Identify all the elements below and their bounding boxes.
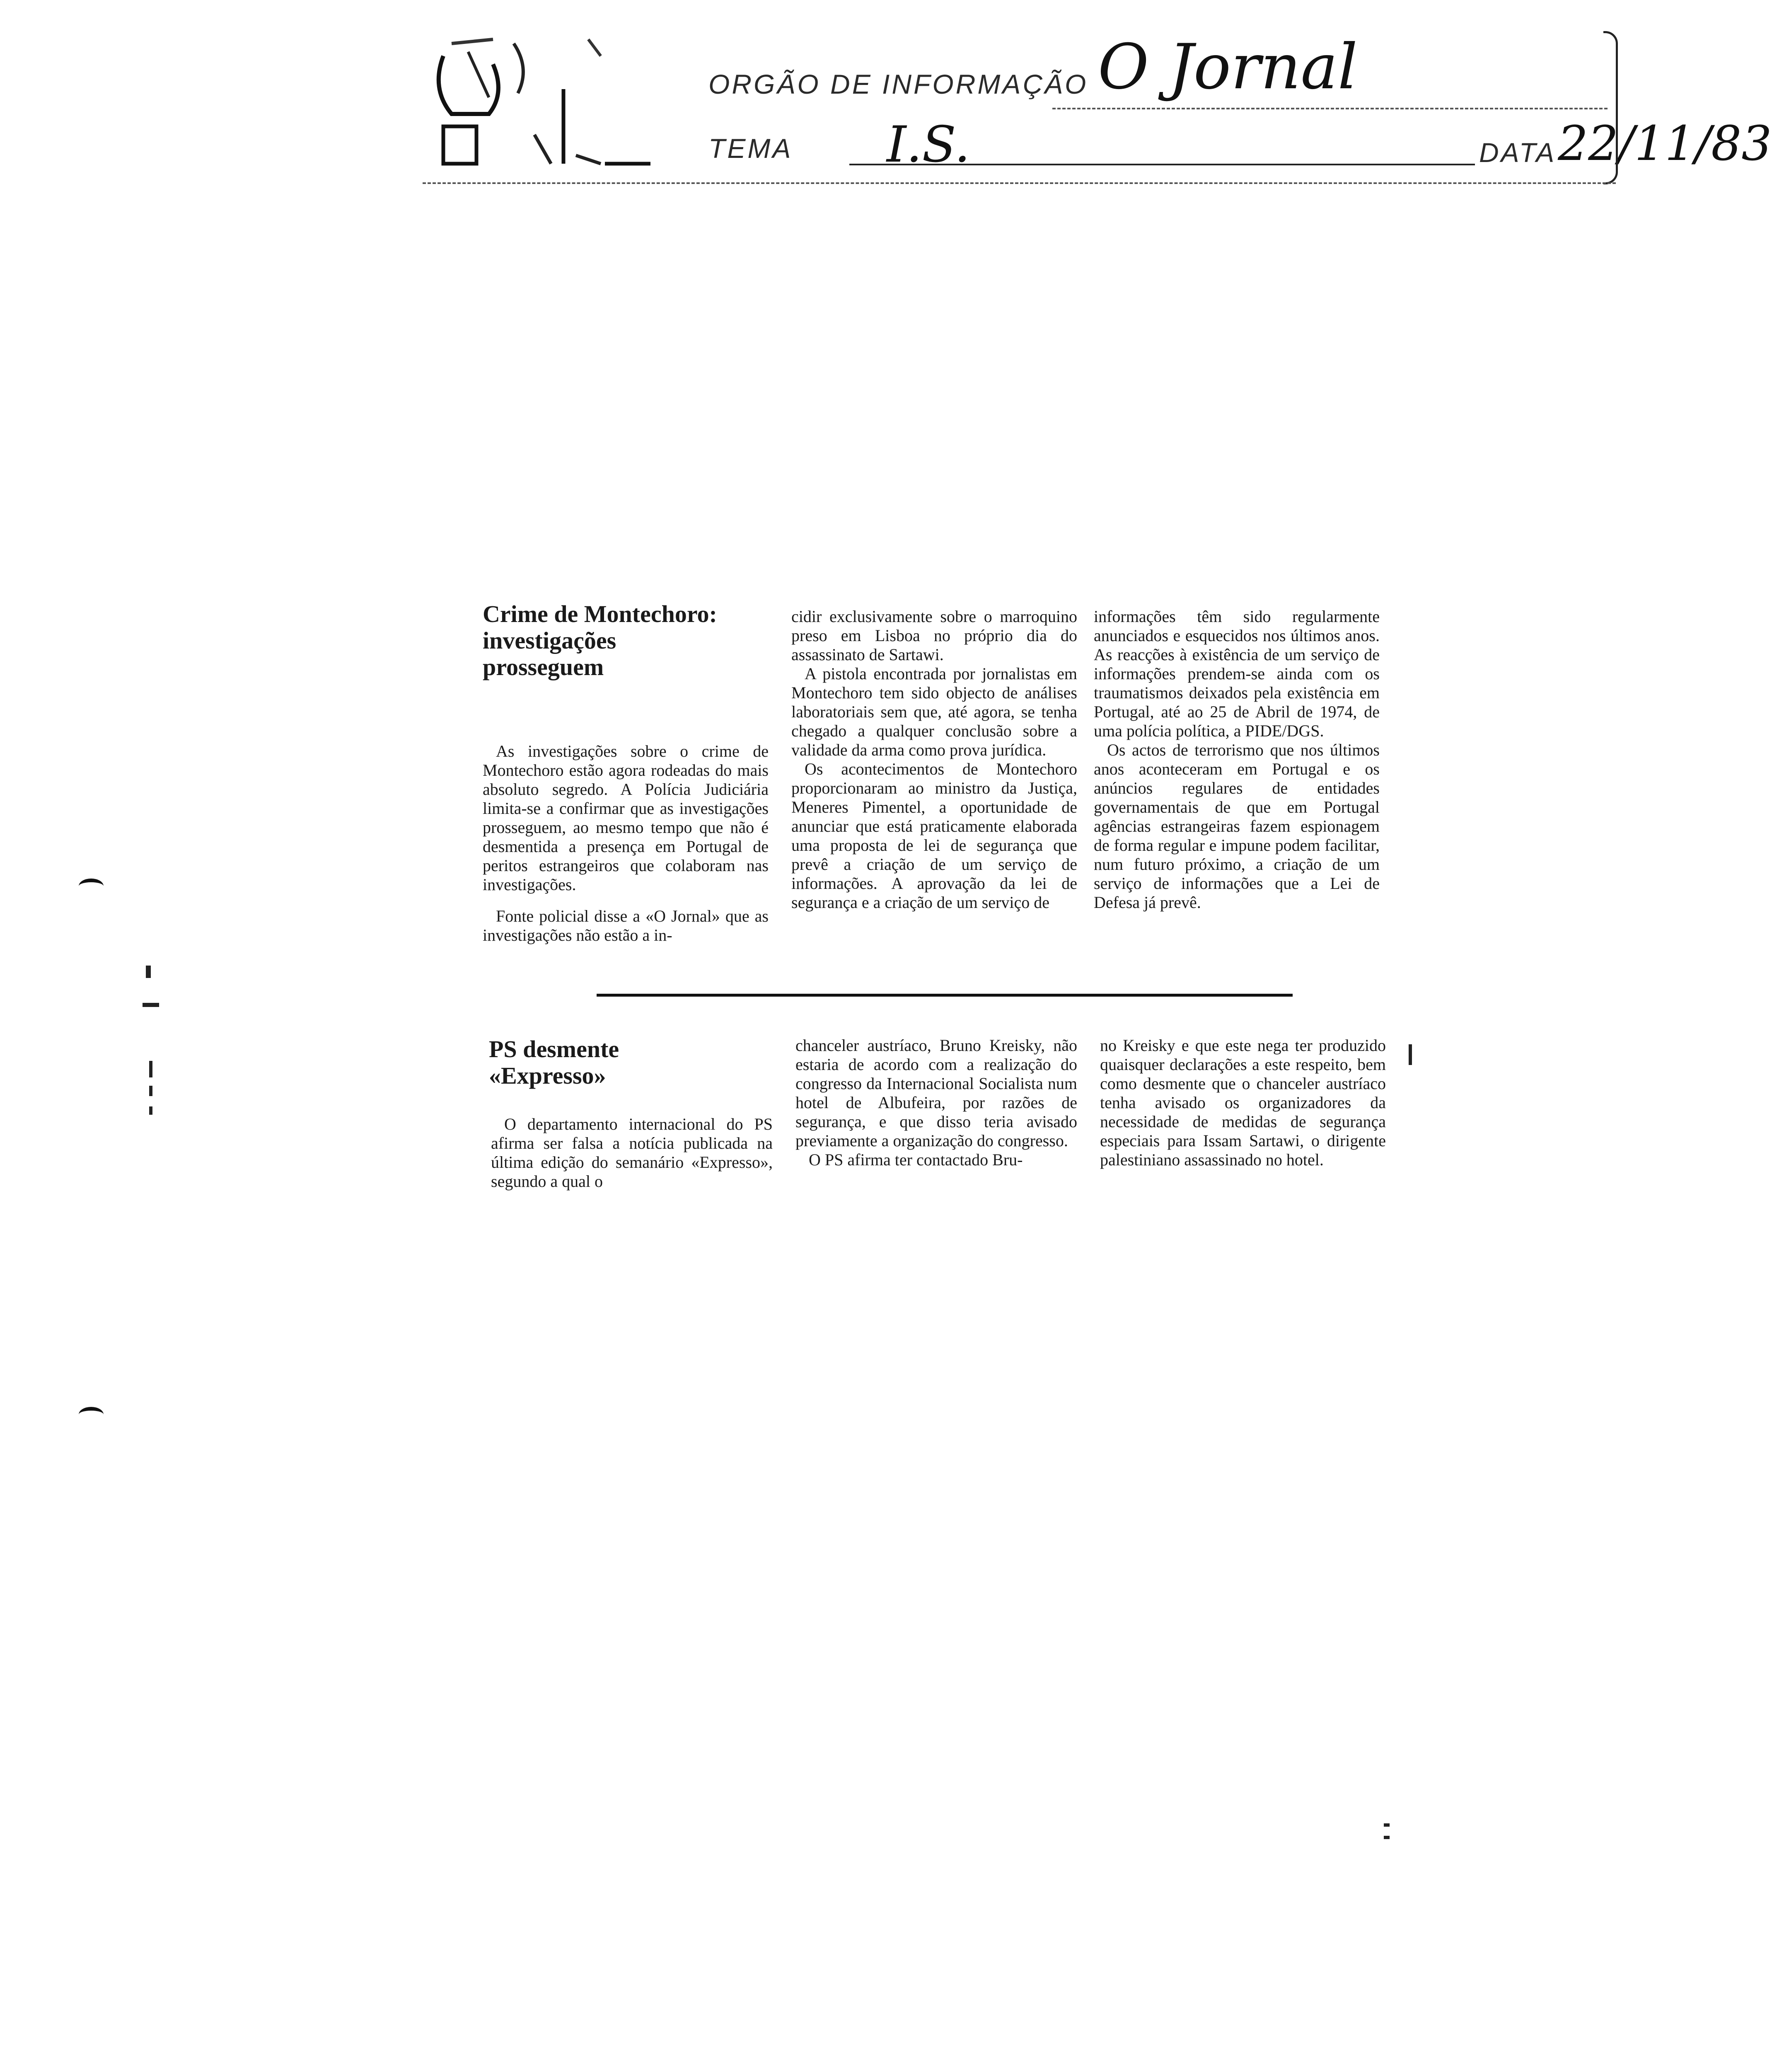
article-1-headline	[483, 601, 773, 680]
archive-logo-icon	[427, 31, 659, 172]
article-1-column-3	[1094, 607, 1380, 912]
article-2-column-2	[795, 1036, 1077, 1169]
paragraph: Os actos de terrorismo que nos últimos anos aconteceram em Portugal e os anúncios regulares de entidades governamentais de que em Portugal agências estrangeiras fazem espionagem de forma regular e impune podem facilitar, num futuro próximo, a criação de um serviço de informações que a Lei de Defesa já prevê.	[1094, 741, 1380, 912]
tema-value: I.S.	[887, 116, 970, 174]
margin-mark	[149, 1106, 152, 1115]
paragraph: O departamento internacional do PS afirma ser falsa a notícia publicada na última edição do semanário «Expresso», segundo a qual o	[491, 1115, 773, 1191]
paragraph: Fonte policial disse a «O Jornal» que as investigações não estão a in-	[483, 907, 769, 944]
margin-mark	[1409, 1044, 1412, 1065]
paragraph: As investigações sobre o crime de Montechoro estão agora rodeadas do mais absoluto segredo. A Polícia Judiciária limita-se a confirmar que as investigações prosseguem, ao mesmo tempo que não é desmentida a presença em Portugal de peritos estrangeiros que colaboram nas investigações.	[483, 742, 769, 894]
data-value: 22/11/83	[1558, 116, 1772, 172]
headline-line: «Expresso»	[489, 1062, 606, 1089]
headline-line: investigações	[483, 627, 616, 654]
paragraph: Os acontecimentos de Montechoro proporcionaram ao ministro da Justiça, Meneres Pimentel, a oportunidade de anunciar que está praticamente elaborada uma proposta de lei de segurança que prevê a criação de um serviço de informações. A aprovação da lei de segurança e a criação de um serviço de	[791, 760, 1077, 912]
tema-label: TEMA	[708, 133, 793, 164]
paragraph: informações têm sido regularmente anunciados e esquecidos nos últimos anos. As reacções à existência de um serviço de informações prendem-se ainda com os traumatismos deixados pela existência em Portugal, até ao 25 de Abril de 1974, de uma polícia política, a PIDE/DGS.	[1094, 607, 1380, 740]
margin-mark	[149, 1086, 152, 1096]
paragraph: A pistola encontrada por jornalistas em Montechoro tem sido objecto de análises laboratoriais sem que, até agora, se tenha chegado a qualquer conclusão sobre a validade da arma como prova jurídica.	[791, 664, 1077, 759]
article-2-headline	[489, 1036, 758, 1089]
article-divider	[597, 994, 1293, 997]
headline-line: Crime de Montechoro:	[483, 600, 717, 627]
form-frame-edge	[1603, 31, 1618, 184]
article-2-column-1	[491, 1115, 773, 1191]
paragraph: chanceler austríaco, Bruno Kreisky, não estaria de acordo com a realização do congresso da Internacional Socialista num hotel de Albufeira, por razões de segurança, e que disso teria avisado previamente a organização do congresso.	[795, 1036, 1077, 1150]
article-2-column-3	[1100, 1036, 1386, 1169]
orgao-label: ORGÃO DE INFORMAÇÃO	[708, 69, 1088, 99]
form-bottom-line	[423, 182, 1616, 184]
orgao-underline	[1052, 108, 1608, 109]
headline-line: prosseguem	[483, 654, 604, 680]
orgao-value: O Jornal	[1098, 31, 1358, 103]
article-1-column-1	[483, 742, 769, 945]
data-label: DATA	[1479, 137, 1557, 168]
paragraph: O PS afirma ter contactado Bru-	[809, 1150, 1023, 1169]
binder-hole-top	[79, 879, 104, 894]
margin-mark	[146, 966, 151, 978]
paragraph: no Kreisky e que este nega ter produzido quaisquer declarações a este respeito, bem como desmente que o chanceler austríaco tenha avisado os organizadores da necessidade de medidas de segurança especiais para Issam Sartawi, o dirigente palestiniano assassinado no hotel.	[1100, 1036, 1386, 1169]
margin-mark	[1384, 1836, 1390, 1839]
margin-mark	[143, 1003, 159, 1007]
clipping-header	[418, 23, 1772, 197]
paragraph: cidir exclusivamente sobre o marroquino preso em Lisboa no próprio dia do assassinato de Sartawi.	[791, 607, 1077, 664]
binder-hole-bottom	[79, 1407, 104, 1422]
article-1-column-2	[791, 607, 1077, 912]
margin-mark	[1384, 1823, 1390, 1827]
tema-underline	[849, 164, 1475, 165]
margin-mark	[149, 1061, 152, 1077]
headline-line: PS desmente	[489, 1036, 619, 1063]
